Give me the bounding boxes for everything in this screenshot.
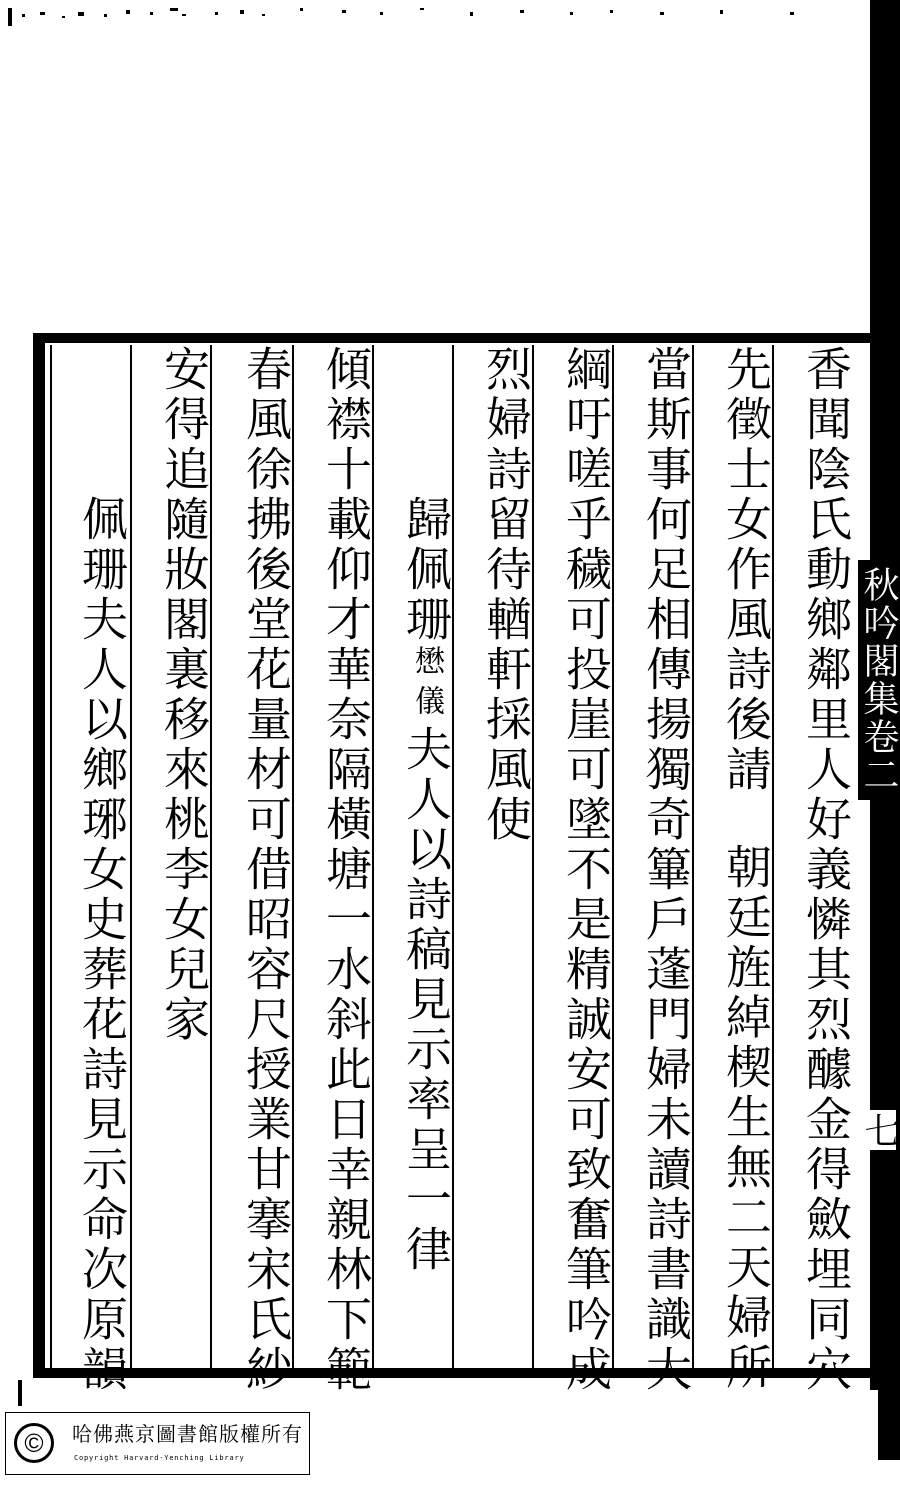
text-column-2	[712, 345, 780, 1393]
poem-title-continued: 夫人以詩稿見示率呈一律	[399, 725, 453, 1275]
author-name-small: 懋儀	[409, 645, 444, 725]
column-text: 春風徐拂後堂花量材可借昭容尺授業甘搴宋氏紗	[239, 345, 293, 1395]
poem-title: 歸佩珊	[399, 495, 453, 645]
text-column-1	[792, 345, 860, 1395]
column-text: 烈婦詩留待輶軒採風使	[479, 345, 533, 845]
copyright-stamp	[5, 1412, 310, 1475]
column-text: 安得追隨妝閣裏移來桃李女兒家	[157, 345, 211, 1045]
column-text: 綱吁嗟乎穢可投崖可墜不是精誠安可致奮筆吟成	[559, 345, 613, 1395]
scan-mark	[18, 1380, 22, 1406]
column-text: 傾襟十載仰才華奈隔橫塘一水斜此日幸親林下範	[319, 345, 373, 1395]
page-fold-edge-lower	[878, 1390, 900, 1460]
scan-noise	[0, 0, 870, 40]
copyright-english: Copyright Harvard-Yenching Library	[74, 1454, 245, 1462]
text-column-3	[632, 345, 700, 1395]
fold-margin-title: 秋吟閣集卷二	[858, 560, 898, 800]
page-number: 七	[859, 1112, 900, 1148]
poem-title-column	[392, 345, 460, 1275]
text-column-8	[232, 345, 300, 1395]
text-column-4	[552, 345, 620, 1395]
poem-title: 佩珊夫人以鄉琊女史葬花詩見示命次原韻	[75, 495, 129, 1395]
column-text: 當斯事何足相傳揚獨奇篳戶蓬門婦未讀詩書識大	[639, 345, 693, 1395]
column-text-continued: 朝廷旌綽楔生無二天婦所	[719, 843, 773, 1393]
column-text: 香聞陰氏動鄉鄰里人好義憐其烈醵金得斂埋同穴	[799, 345, 853, 1395]
poem-title-column-2	[68, 345, 136, 1395]
text-column-7	[312, 345, 380, 1395]
text-column-5	[472, 345, 540, 845]
copyright-chinese: 哈佛燕京圖書館版權所有	[72, 1422, 303, 1446]
column-text: 先徵士女作風詩後請	[719, 345, 773, 795]
text-column-9	[150, 345, 218, 1045]
copyright-icon: ©	[14, 1423, 54, 1463]
